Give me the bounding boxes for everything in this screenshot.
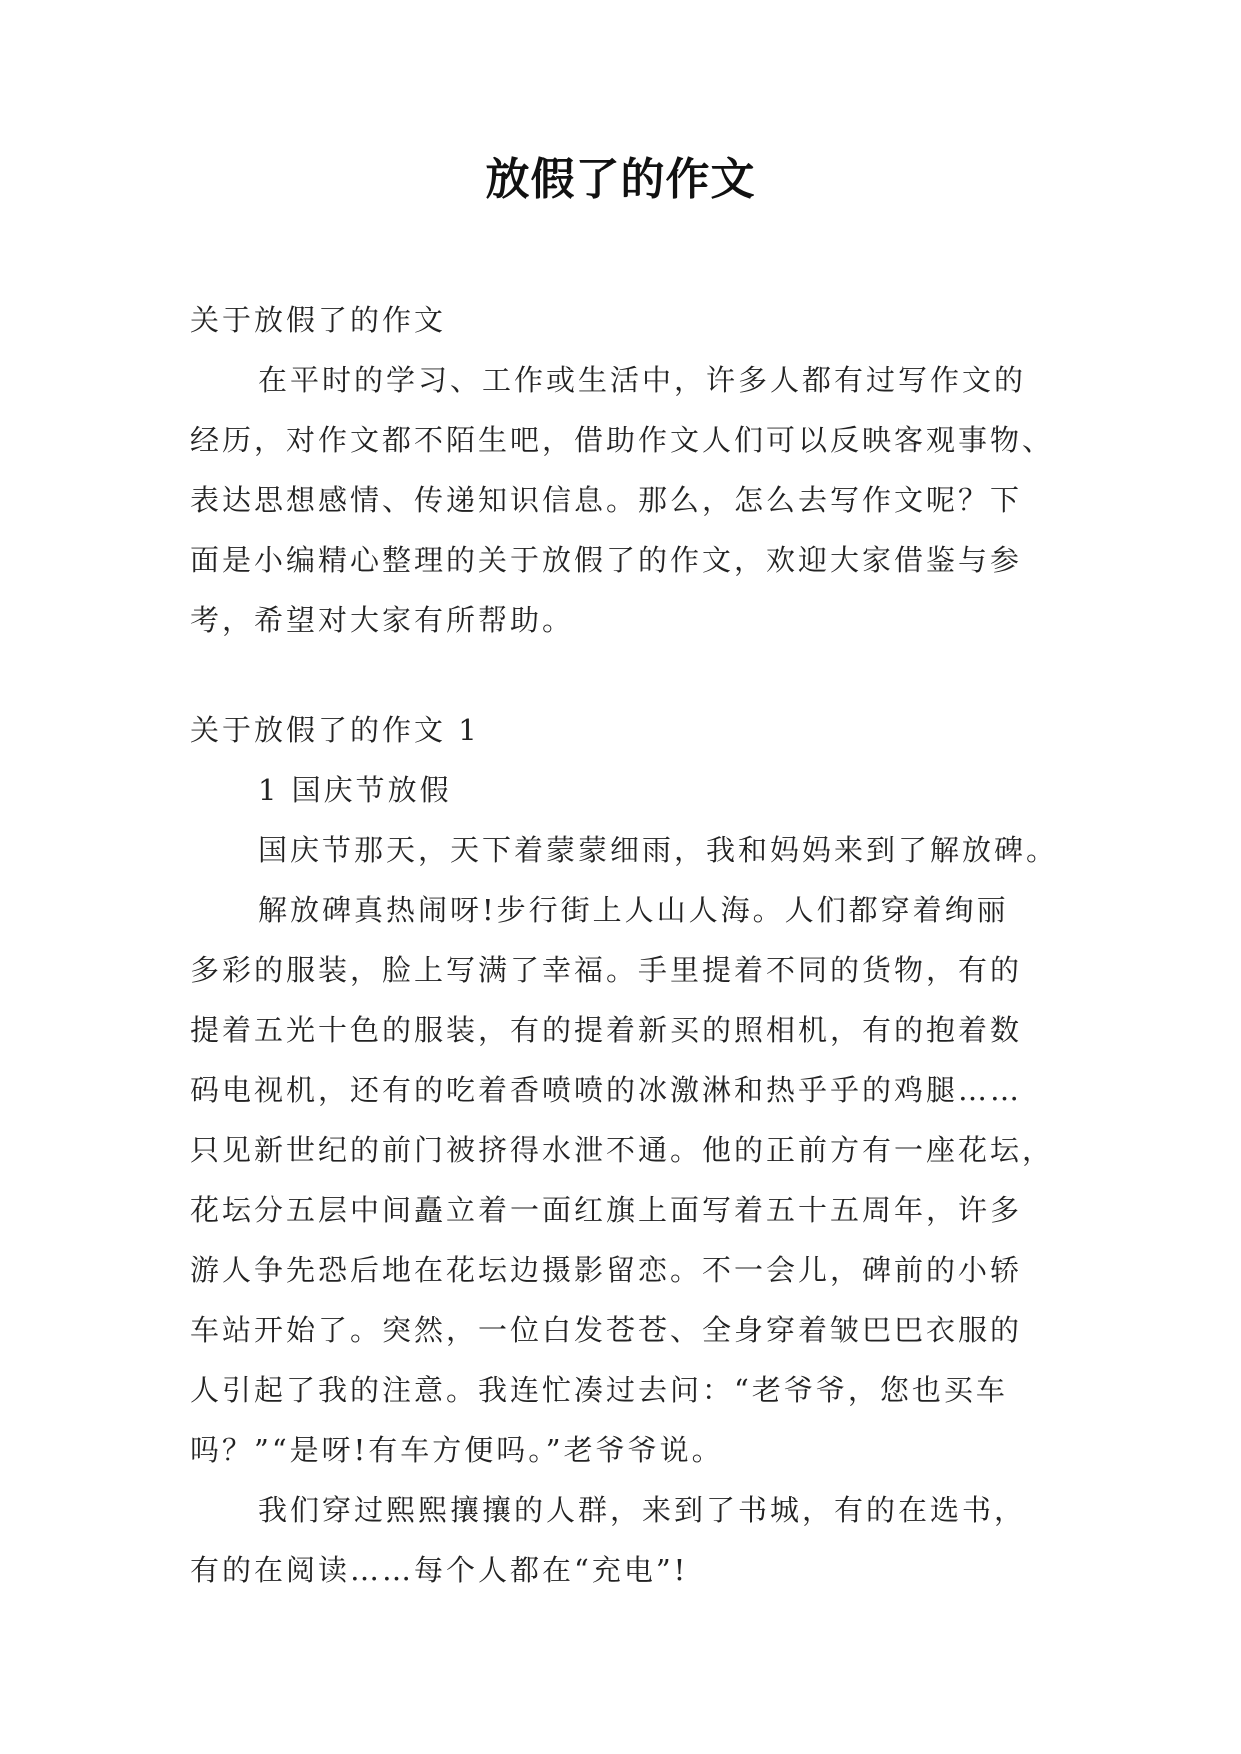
paragraph-2-line-4: 码电视机，还有的吃着香喷喷的冰激淋和热乎乎的鸡腿…… — [190, 1073, 1023, 1107]
paragraph-1: 国庆节那天，天下着蒙蒙细雨，我和妈妈来到了解放碑。 — [258, 833, 1059, 867]
paragraph-2-line-9: 人引起了我的注意。我连忙凑过去问：“老爷爷，您也买车 — [190, 1373, 1008, 1407]
paragraph-2-line-5: 只见新世纪的前门被挤得水泄不通。他的正前方有一座花坛， — [190, 1133, 1055, 1167]
paragraph-gap — [190, 650, 1050, 700]
paragraph-2-line-2: 多彩的服装，脸上写满了幸福。手里提着不同的货物，有的 — [190, 953, 1023, 987]
paragraph-2-line-3: 提着五光十色的服装，有的提着新买的照相机，有的抱着数 — [190, 1013, 1023, 1047]
intro-line-1: 在平时的学习、工作或生活中，许多人都有过写作文的 — [258, 363, 1027, 397]
intro-heading: 关于放假了的作文 — [190, 303, 447, 337]
document-body — [190, 290, 1059, 1600]
paragraph-2-line-1: 解放碑真热闹呀!步行街上人山人海。人们都穿着绚丽 — [258, 893, 1009, 927]
subheading: 1 国庆节放假 — [258, 773, 452, 807]
paragraph-3-line-1: 我们穿过熙熙攘攘的人群，来到了书城，有的在选书， — [258, 1493, 1027, 1527]
paragraph-2-line-10: 吗？”“是呀!有车方便吗。”老爷爷说。 — [190, 1433, 724, 1467]
paragraph-2-line-6: 花坛分五层中间矗立着一面红旗上面写着五十五周年，许多 — [190, 1193, 1023, 1227]
paragraph-2-line-8: 车站开始了。突然，一位白发苍苍、全身穿着皱巴巴衣服的 — [190, 1313, 1023, 1347]
intro-line-3: 表达思想感情、传递知识信息。那么，怎么去写作文呢？下 — [190, 483, 1023, 517]
paragraph-3-line-2: 有的在阅读……每个人都在“充电”! — [190, 1553, 689, 1587]
intro-line-5: 考，希望对大家有所帮助。 — [190, 603, 575, 637]
section-heading: 关于放假了的作文 1 — [190, 713, 480, 747]
document-title: 放假了的作文 — [485, 154, 756, 205]
intro-line-4: 面是小编精心整理的关于放假了的作文，欢迎大家借鉴与参 — [190, 543, 1023, 577]
intro-line-2: 经历，对作文都不陌生吧，借助作文人们可以反映客观事物、 — [190, 423, 1055, 457]
paragraph-2-line-7: 游人争先恐后地在花坛边摄影留恋。不一会儿，碑前的小轿 — [190, 1253, 1023, 1287]
